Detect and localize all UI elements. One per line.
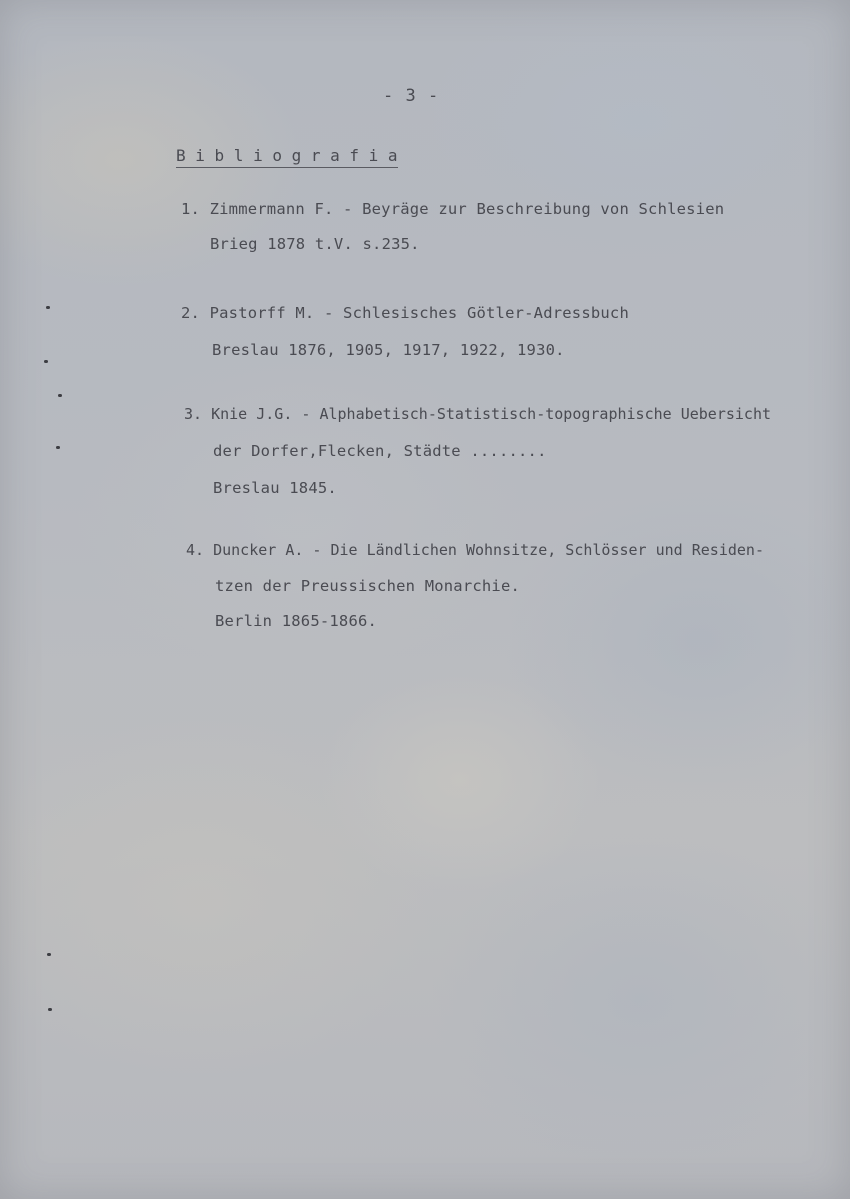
entry-1-line-2: Brieg 1878 t.V. s.235. (210, 235, 420, 253)
punch-mark (47, 953, 51, 956)
punch-mark (46, 306, 50, 309)
punch-mark (48, 1008, 52, 1011)
entry-3-line-2: der Dorfer,Flecken, Städte ........ (213, 442, 547, 460)
entry-4-line-2: tzen der Preussischen Monarchie. (215, 577, 521, 595)
entry-2-line-1: 2. Pastorff M. - Schlesisches Götler-Adressbuch (181, 304, 629, 322)
punch-mark (56, 446, 60, 449)
punch-mark (58, 394, 62, 397)
entry-4-line-1: 4. Duncker A. - Die Ländlichen Wohnsitze, Schlösser und Residen- (186, 541, 764, 559)
entry-4-line-3: Berlin 1865-1866. (215, 612, 378, 630)
entry-3-line-3: Breslau 1845. (213, 479, 337, 497)
entry-1-line-1: 1. Zimmermann F. - Beyräge zur Beschreibung von Schlesien (181, 200, 725, 218)
entry-3-line-1: 3. Knie J.G. - Alphabetisch-Statistisch-topographische Uebersicht (184, 405, 771, 423)
punch-mark (44, 360, 48, 363)
bibliography-heading: B i b l i o g r a f i a (176, 146, 398, 168)
entry-2-line-2: Breslau 1876, 1905, 1917, 1922, 1930. (212, 341, 565, 359)
page-number: - 3 - (383, 86, 440, 106)
